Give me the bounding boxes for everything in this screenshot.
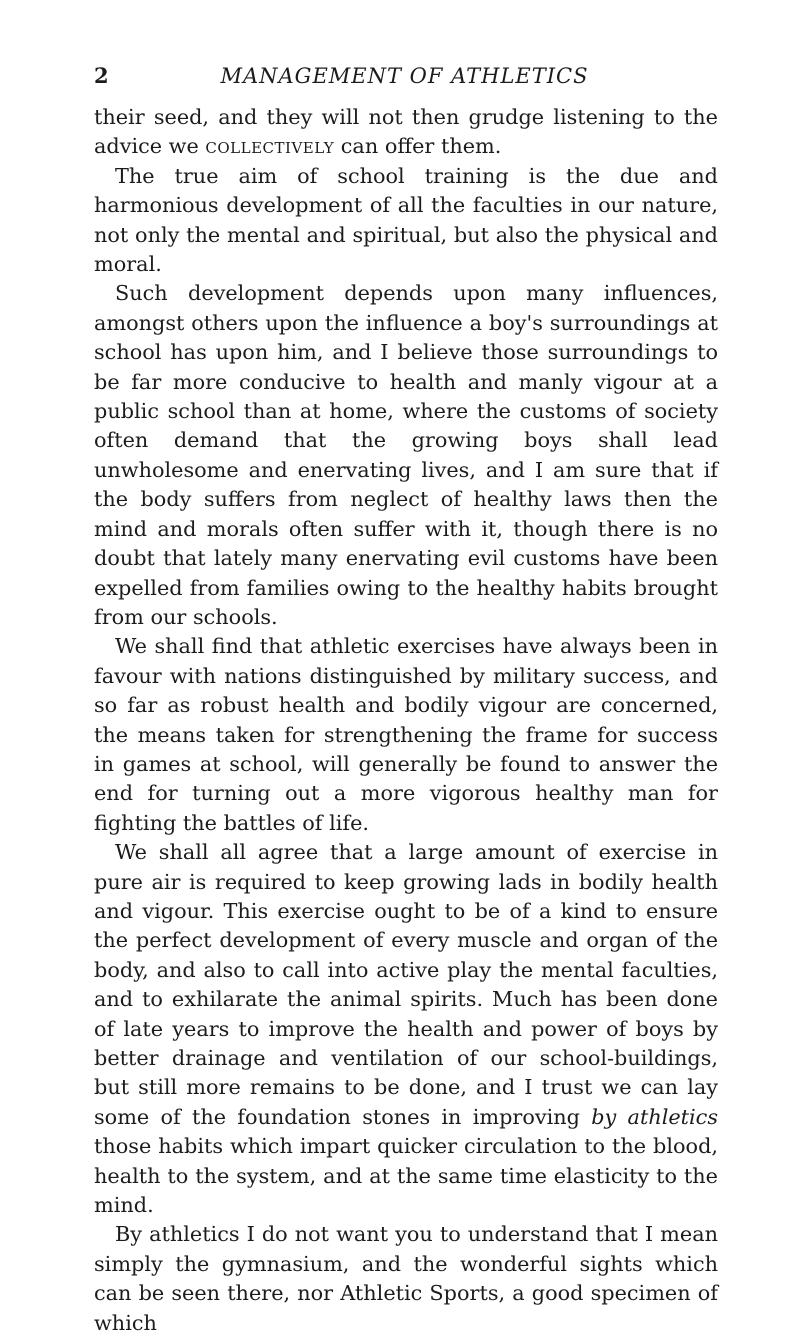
page-number: 2 xyxy=(94,63,109,88)
paragraph: By athletics I do not want you to understand that I mean simply the gymnasium, and the wonderful sights which can be seen there, nor Athletic Sports, a good specimen of which xyxy=(94,1222,718,1335)
paragraph xyxy=(94,838,718,1220)
paragraph-text: their seed, and they will not then grudge listening to the advice we xyxy=(94,105,718,159)
smallcaps-emphasis: collectively xyxy=(205,134,335,159)
paragraph-text: can offer them. xyxy=(334,134,502,159)
paragraph: We shall find that athletic exercises have always been in favour with nations distinguished by military success, and so far as robust health and bodily vigour are concerned, the means taken for strengthening the frame for success in games at school, will generally be found to answer the end for turning out a more vigorous healthy man for fighting the battles of life. xyxy=(94,634,718,835)
paragraph-text: We shall all agree that a large amount of exercise in pure air is required to keep growing lads in bodily health and vigour. This exercise ought to be of a kind to ensure the perfect development of every muscle and organ of the body, and also to call into active play the mental faculties, and to exhilarate the animal spirits. Much has been done of late years to improve the health and power of boys by better drainage and ventilation of our school-buildings, but still more remains to be done, and I trust we can lay some of the foundation stones in improving xyxy=(94,840,718,1129)
paragraph: Such development depends upon many influences, amongst others upon the influence a boy's surroundings at school has upon him, and I believe those surroundings to be far more conducive to health and manly vigour at a public school than at home, where the customs of society often demand that the growing boys shall lead unwholesome and enervating lives, and I am sure that if the body suffers from neglect of healthy laws then the mind and morals often suffer with it, though there is no doubt that lately many enervating evil customs have been expelled from families owing to the healthy habits brought from our schools. xyxy=(94,281,718,629)
page-header xyxy=(94,60,715,92)
paragraph-continuation xyxy=(94,103,718,162)
body-text xyxy=(94,103,718,1338)
italic-emphasis: by athletics xyxy=(591,1104,718,1129)
paragraph: The true aim of school training is the due and harmonious development of all the faculties in our nature, not only the mental and spiritual, but also the physical and moral. xyxy=(94,163,718,277)
running-title: MANAGEMENT OF ATHLETICS xyxy=(220,64,589,88)
paragraph-text: those habits which impart quicker circulation to the blood, health to the system, and at the same time elasticity to the mind. xyxy=(94,1134,718,1218)
